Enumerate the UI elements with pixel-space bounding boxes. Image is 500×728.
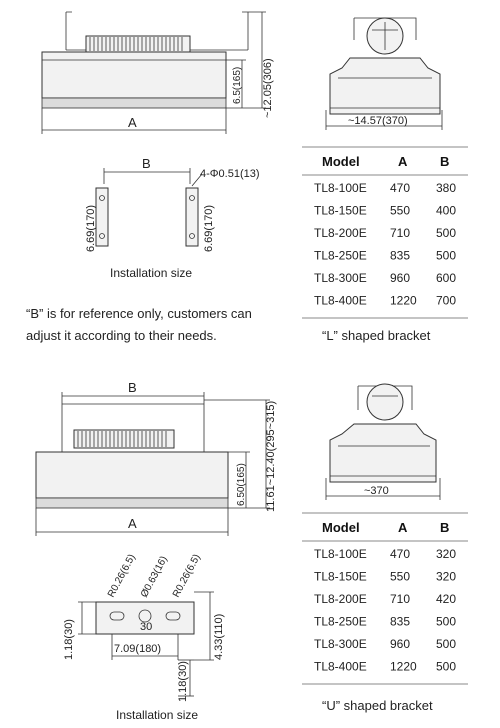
front-width-a: A <box>128 115 137 130</box>
install-bottom-height: 1.18(30) <box>177 661 189 702</box>
top-cell-model: TL8-100E <box>314 181 367 195</box>
table-header-model: Model <box>322 520 360 535</box>
install-left-height: 6.69(170) <box>85 204 97 252</box>
top-cell-b: 700 <box>436 293 457 308</box>
bottom-front-total-height: 11.61~12.40(295~315) <box>265 400 277 512</box>
bottom-cell-b: 320 <box>436 547 457 561</box>
top-install-view <box>85 156 260 252</box>
bottom-cell-model: TL8-300E <box>314 637 367 651</box>
front-body-height: 6.5(165) <box>232 66 243 104</box>
bottom-cell-a: 470 <box>390 547 411 561</box>
bottom-cell-a: 710 <box>390 592 411 606</box>
install-spacing-b: B <box>142 156 151 171</box>
top-cell-a: 835 <box>390 248 411 263</box>
bottom-cell-b: 500 <box>436 614 457 629</box>
l-bracket-caption: “L” shaped bracket <box>322 328 431 343</box>
top-install-caption: Installation size <box>110 266 193 280</box>
front-total-height: ~12.05(306) <box>262 58 274 118</box>
install-hole-spec: 4-Φ0.51(13) <box>200 168 260 180</box>
bottom-cell-a: 835 <box>390 614 411 629</box>
top-cell-a: 710 <box>390 226 411 240</box>
bottom-lamp-body <box>36 452 228 498</box>
install-radius-right: R0.26(6.5) <box>170 552 203 600</box>
top-front-view <box>42 12 274 134</box>
bottom-install-view <box>63 553 225 702</box>
bottom-cell-model: TL8-250E <box>314 614 367 629</box>
bottom-cell-model: TL8-150E <box>314 569 367 584</box>
top-cell-a: 960 <box>390 271 411 285</box>
side-housing <box>330 58 440 114</box>
table-header-b: B <box>440 520 450 535</box>
bottom-front-view <box>36 380 277 536</box>
install-right-height: 4.33(110) <box>213 613 225 660</box>
bottom-cell-b: 320 <box>436 569 457 584</box>
bottom-install-caption: Installation size <box>116 708 199 722</box>
bottom-cell-b: 500 <box>436 659 457 674</box>
reference-note <box>26 303 302 347</box>
table-header-b: B <box>440 154 450 169</box>
top-model-table <box>302 147 468 318</box>
top-cell-model: TL8-250E <box>314 248 367 263</box>
bottom-cell-a: 1220 <box>390 659 417 674</box>
top-cell-a: 550 <box>390 203 411 218</box>
install-plate-right <box>186 188 198 246</box>
table-header-a: A <box>398 154 408 169</box>
top-cell-b: 500 <box>436 226 457 240</box>
bottom-model-table <box>302 513 468 684</box>
install-center-hole: Ø0.63(16) <box>138 554 170 600</box>
bottom-cell-model: TL8-200E <box>314 592 367 606</box>
bottom-cell-a: 960 <box>390 637 411 651</box>
top-cell-model: TL8-200E <box>314 226 367 240</box>
side-width: ~14.57(370) <box>348 115 408 127</box>
install-plate-left <box>96 188 108 246</box>
bottom-cell-model: TL8-100E <box>314 547 367 561</box>
install-left-height: 1.18(30) <box>63 619 75 660</box>
table-header-a: A <box>398 520 408 535</box>
bottom-cell-b: 420 <box>436 592 457 606</box>
install-bottom-span: 7.09(180) <box>114 643 162 655</box>
install-center-gap: 30 <box>140 621 153 633</box>
bottom-cell-model: TL8-400E <box>314 659 367 674</box>
bottom-cell-a: 550 <box>390 569 411 584</box>
top-cell-model: TL8-300E <box>314 271 367 285</box>
bottom-cell-b: 500 <box>436 637 457 651</box>
top-cell-b: 600 <box>436 271 457 285</box>
top-cell-model: TL8-150E <box>314 203 367 218</box>
bottom-front-body-height: 6.50(165) <box>236 463 247 506</box>
u-bracket-caption: “U” shaped bracket <box>322 698 433 713</box>
install-right-height: 6.69(170) <box>203 204 215 252</box>
reference-note-line2: adjust it according to their needs. <box>26 328 217 343</box>
reference-note-line1: “B” is for reference only, customers can <box>26 306 252 321</box>
bottom-side-housing <box>330 424 436 482</box>
top-cell-a: 1220 <box>390 293 417 308</box>
top-cell-model: TL8-400E <box>314 293 367 308</box>
bottom-driver-box <box>74 430 174 448</box>
bottom-side-view <box>326 384 440 500</box>
bottom-top-width-b: B <box>128 380 137 395</box>
bottom-front-width-a: A <box>128 516 137 531</box>
top-cell-a: 470 <box>390 181 411 195</box>
top-cell-b: 380 <box>436 181 457 195</box>
top-cell-b: 400 <box>436 203 457 218</box>
top-cell-b: 500 <box>436 248 457 263</box>
lamp-body <box>42 52 226 98</box>
table-header-model: Model <box>322 154 360 169</box>
install-radius-left: R0.26(6.5) <box>105 552 138 600</box>
top-side-view <box>326 18 442 130</box>
bottom-side-width: ~370 <box>364 485 389 497</box>
